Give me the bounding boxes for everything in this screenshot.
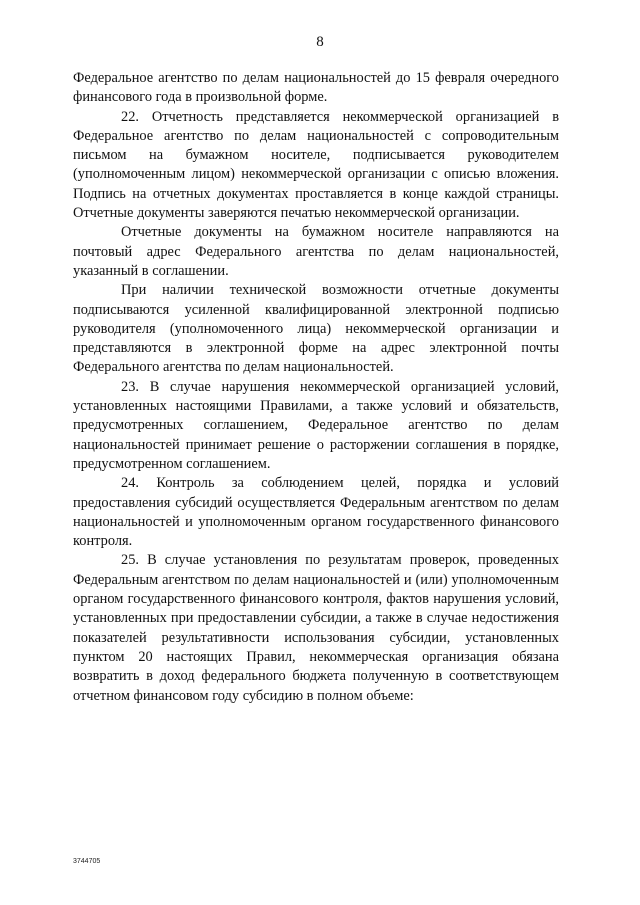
paragraph-25: 25. В случае установления по результатам проверок, проведенных Федеральным агентством по делам национальностей и (или) уполномоченным органом государственного финансового контроля, фактов нарушения условий, установленных при предоставлении субсидии, а также в случае недостижения показателей результативности использования субсидии, установленных пунктом 20 настоящих Правил, некоммерческая организация обязана возвратить в доход федерального бюджета полученную в соответствующем отчетном финансовом году субсидию в полном объеме: — [73, 552, 559, 704]
paragraph-23: 23. В случае нарушения некоммерческой организацией условий, установленных настоящими Правилами, а также условий и обязательств, предусмотренных соглашением, Федеральное агентство по делам национальностей принимает решение о расторжении соглашения в порядке, предусмотренном соглашением. — [73, 378, 559, 472]
paragraph-paper-documents: Отчетные документы на бумажном носителе направляются на почтовый адрес Федерального агентства по делам национальностей, указанный в соглашении. — [73, 224, 559, 279]
document-code: 3744705 — [73, 858, 101, 865]
paragraph-22: 22. Отчетность представляется некоммерческой организацией в Федеральное агентство по делам национальностей с сопроводительным письмом на бумажном носителе, подписывается руководителем (уполномоченным лицом) некоммерческой организации с описью вложения. Подпись на отчетных документах проставляется в конце каждой страницы. Отчетные документы заверяются печатью некоммерческой организации. — [73, 108, 559, 222]
paragraph-electronic-documents: При наличии технической возможности отчетные документы подписываются усиленной квалифицированной электронной подписью руководителя (уполномоченного лица) некоммерческой организации и представляются в электронной форме на адрес электронной почты Федерального агентства по делам национальностей. — [73, 282, 559, 376]
paragraph-continuation: Федеральное агентство по делам национальностей до 15 февраля очередного финансового года в произвольной форме. — [73, 70, 559, 106]
document-body — [73, 69, 559, 706]
paragraph-24: 24. Контроль за соблюдением целей, порядка и условий предоставления субсидий осуществляется Федеральным агентством по делам национальностей и уполномоченным органом государственного финансового контроля. — [73, 475, 559, 550]
page-number: 8 — [316, 34, 324, 50]
